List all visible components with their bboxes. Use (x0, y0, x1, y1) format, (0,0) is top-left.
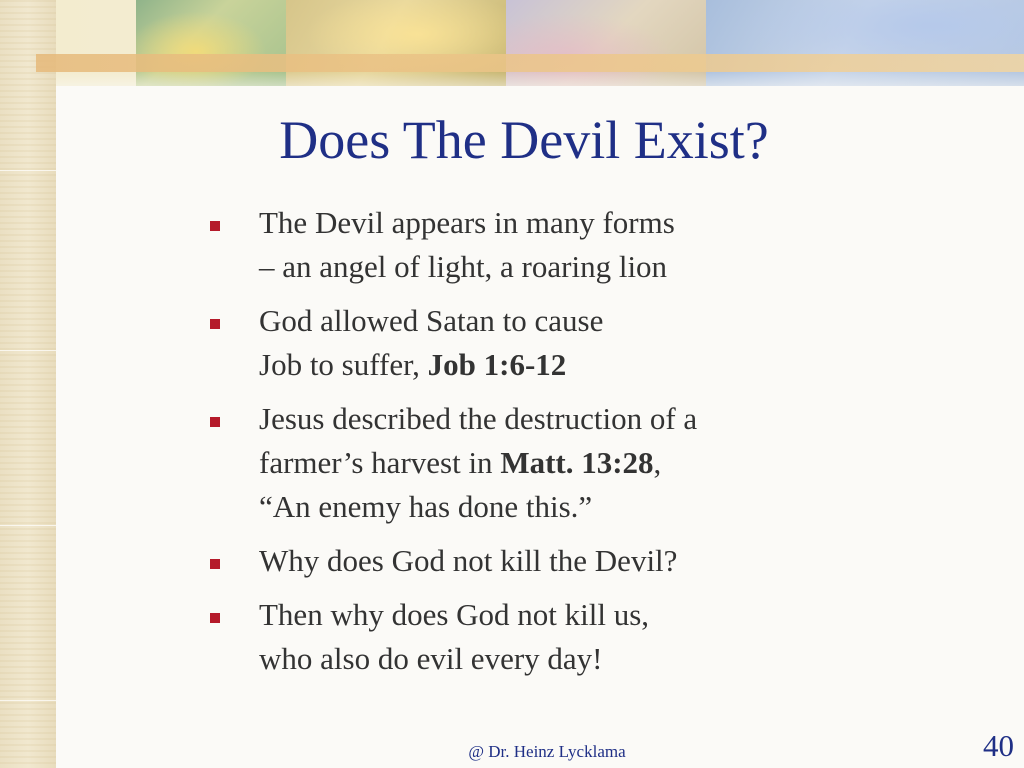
bullet-item (204, 299, 844, 387)
bullet-item (204, 201, 844, 289)
bullet-item (204, 593, 844, 681)
bullet-line: God allowed Satan to cause (259, 303, 604, 338)
scripture-reference: Job 1:6-12 (427, 347, 567, 382)
bullet-text: Job to suffer, (259, 347, 428, 382)
strip-divider (0, 525, 56, 526)
scripture-reference: Matt. 13:28 (500, 445, 654, 480)
strip-divider (0, 700, 56, 701)
square-bullet-icon (210, 559, 220, 569)
slide-title: Does The Devil Exist? (279, 110, 769, 170)
bullet-list (204, 201, 844, 691)
bullet-item (204, 539, 844, 583)
bullet-item (204, 397, 844, 529)
strip-divider (0, 350, 56, 351)
bullet-text: , (653, 445, 662, 480)
bullet-line (259, 343, 844, 387)
square-bullet-icon (210, 319, 220, 329)
bullet-line: The Devil appears in many forms (259, 205, 675, 240)
square-bullet-icon (210, 417, 220, 427)
bullet-line: Why does God not kill the Devil? (259, 543, 678, 578)
square-bullet-icon (210, 613, 220, 623)
footer-credit: @ Dr. Heinz Lycklama (468, 742, 626, 761)
bullet-line (259, 441, 844, 485)
page-number: 40 (983, 728, 1014, 763)
bullet-line: Jesus described the destruction of a (259, 401, 698, 436)
bullet-line: “An enemy has done this.” (259, 489, 593, 524)
square-bullet-icon (210, 221, 220, 231)
bullet-line: who also do evil every day! (259, 641, 603, 676)
bullet-line: – an angel of light, a roaring lion (259, 249, 668, 284)
gold-stripe (36, 54, 1024, 72)
bullet-text: farmer’s harvest in (259, 445, 501, 480)
band-fade (56, 72, 1024, 102)
bullet-line: Then why does God not kill us, (259, 597, 650, 632)
